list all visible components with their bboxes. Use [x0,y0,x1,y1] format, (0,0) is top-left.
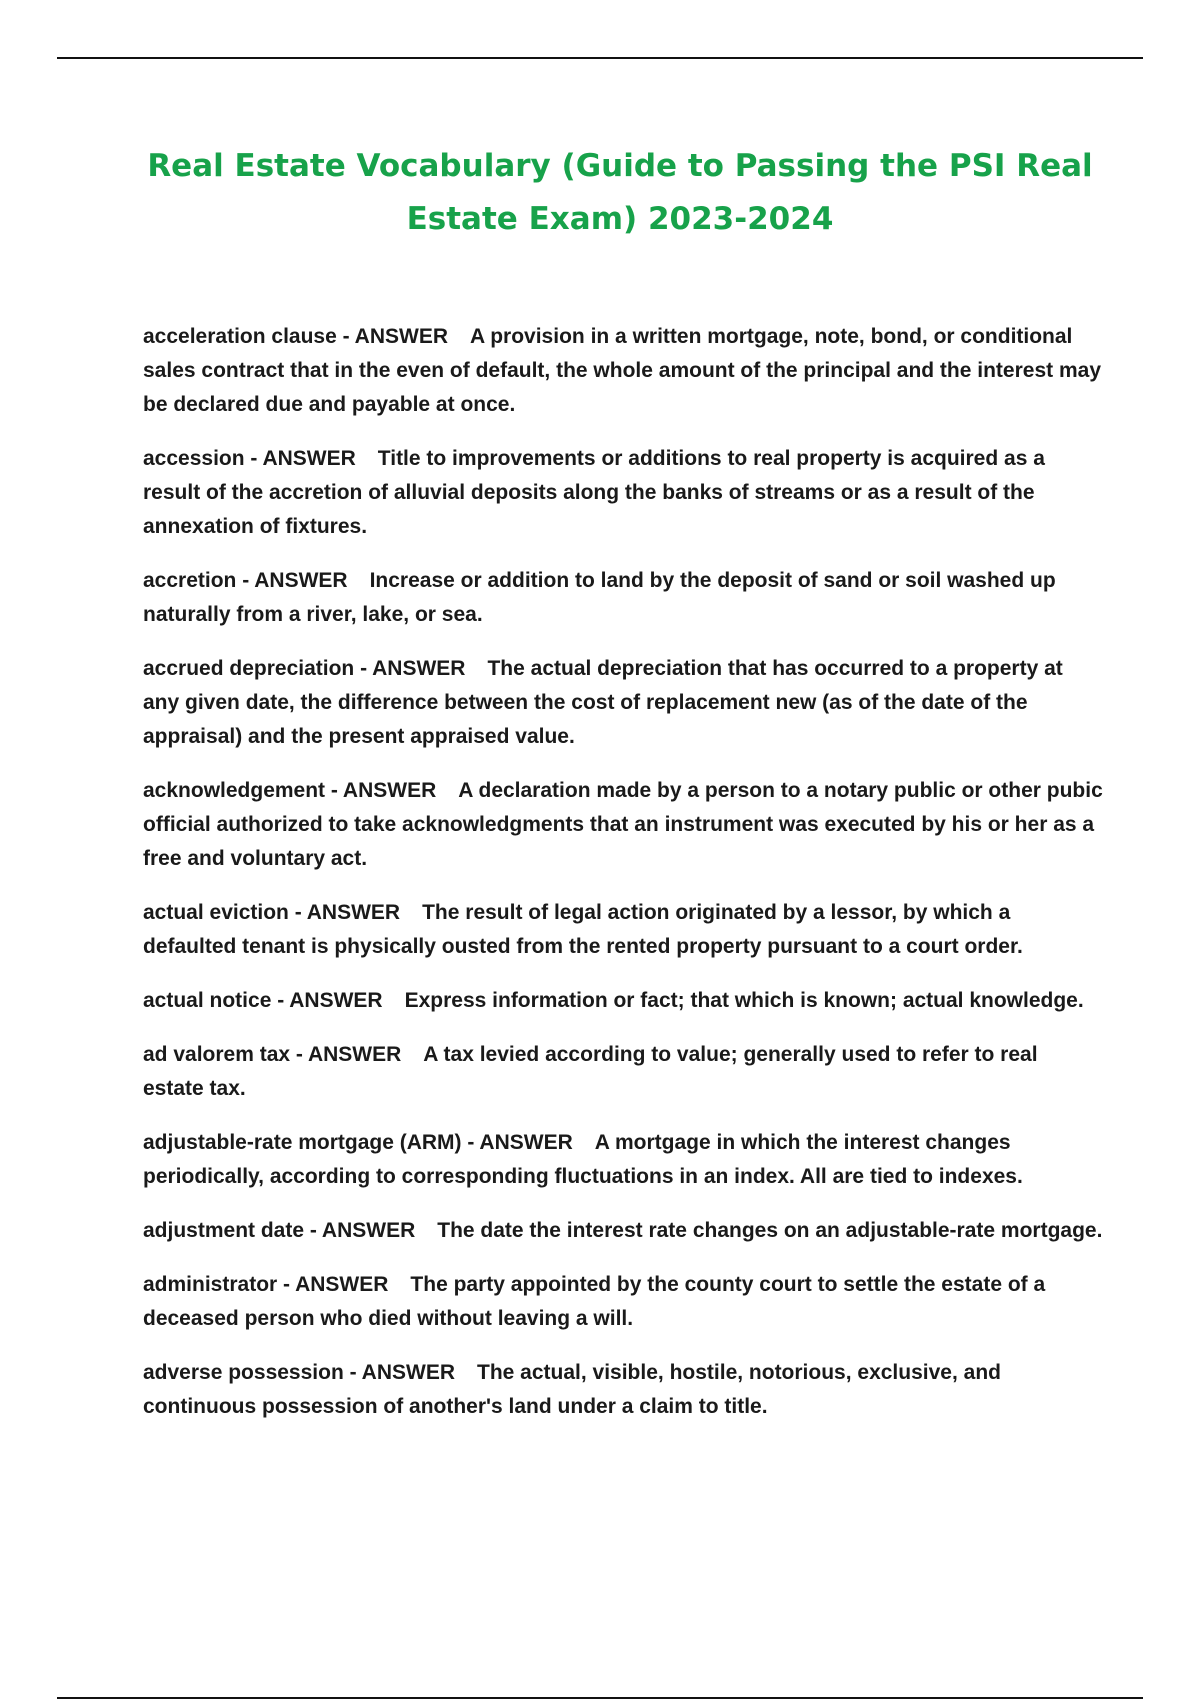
entry-definition: The actual depreciation that has occurred to a property at any given date, the difference between the cost of replacement new (as of the date of the appraisal) and the present appraised value. [143,657,1063,748]
entry-term: accrued depreciation - ANSWER [143,657,466,680]
vocabulary-entry [143,320,1103,422]
entry-term: acknowledgement - ANSWER [143,779,437,802]
vocabulary-entry [143,774,1103,876]
entry-definition: Express information or fact; that which is known; actual knowledge. [404,989,1084,1012]
vocabulary-entry [143,1214,1103,1248]
entry-definition: Increase or addition to land by the deposit of sand or soil washed up naturally from a river, lake, or sea. [143,569,1056,626]
top-rule [57,57,1143,59]
entry-term: administrator - ANSWER [143,1273,389,1296]
entry-term: acceleration clause - ANSWER [143,325,448,348]
vocabulary-entry [143,652,1103,754]
entry-term: accession - ANSWER [143,447,356,470]
vocabulary-entry [143,1356,1103,1424]
entry-definition: Title to improvements or additions to real property is acquired as a result of the accretion of alluvial deposits along the banks of streams or as a result of the annexation of fixtures. [143,447,1045,538]
entry-term: actual notice - ANSWER [143,989,383,1012]
vocabulary-entry [143,442,1103,544]
vocabulary-entry [143,1126,1103,1194]
vocabulary-list [143,320,1103,1444]
vocabulary-entry [143,1038,1103,1106]
entry-term: actual eviction - ANSWER [143,901,401,924]
entry-definition: The result of legal action originated by a lessor, by which a defaulted tenant is physically ousted from the rented property pursuant to a court order. [143,901,1023,958]
entry-definition: A declaration made by a person to a notary public or other pubic official authorized to take acknowledgments that an instrument was executed by his or her as a free and voluntary act. [143,779,1103,870]
vocabulary-entry [143,564,1103,632]
entry-term: adjustment date - ANSWER [143,1219,416,1242]
entry-definition: The date the interest rate changes on an adjustable-rate mortgage. [437,1219,1103,1242]
vocabulary-entry [143,896,1103,964]
entry-definition: A provision in a written mortgage, note, bond, or conditional sales contract that in the even of default, the whole amount of the principal and the interest may be declared due and payable at once. [143,325,1101,416]
vocabulary-entry [143,1268,1103,1336]
bottom-rule [57,1697,1143,1699]
entry-term: ad valorem tax - ANSWER [143,1043,402,1066]
entry-definition: A tax levied according to value; generally used to refer to real estate tax. [143,1043,1038,1100]
entry-term: adverse possession - ANSWER [143,1361,455,1384]
entry-definition: The actual, visible, hostile, notorious, exclusive, and continuous possession of another's land under a claim to title. [143,1361,1001,1418]
document-title: Real Estate Vocabulary (Guide to Passing the PSI Real Estate Exam) 2023-2024 [147,148,1093,237]
entry-term: adjustable-rate mortgage (ARM) - ANSWER [143,1131,573,1154]
entry-definition: The party appointed by the county court to settle the estate of a deceased person who died without leaving a will. [143,1273,1046,1330]
vocabulary-entry [143,984,1103,1018]
entry-definition: A mortgage in which the interest changes periodically, according to corresponding fluctuations in an index. All are tied to indexes. [143,1131,1023,1188]
entry-term: accretion - ANSWER [143,569,348,592]
